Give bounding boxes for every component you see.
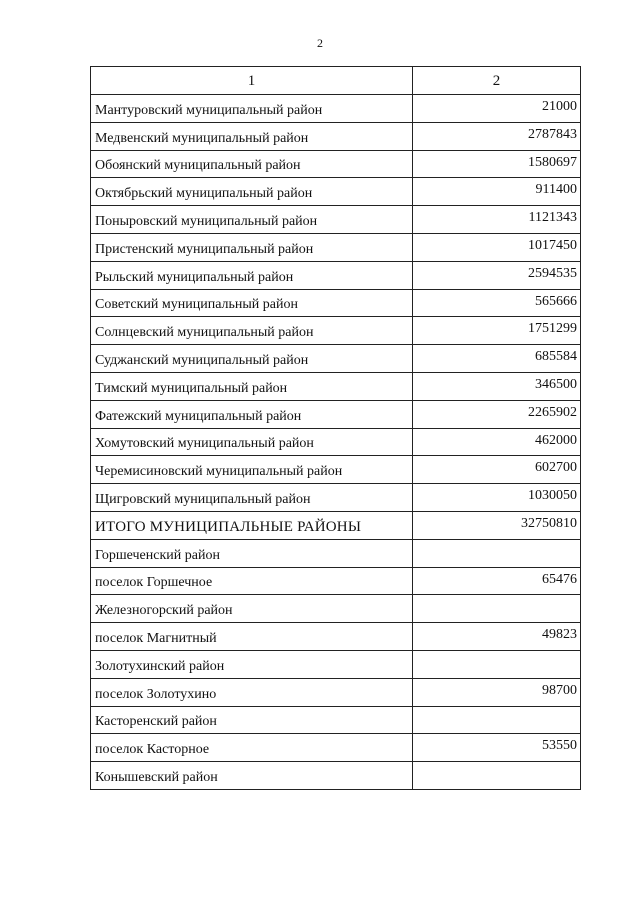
amount-cell: 53550 xyxy=(413,734,581,762)
amount-cell: 2265902 xyxy=(413,400,581,428)
table-row xyxy=(91,484,581,512)
table-row xyxy=(91,233,581,261)
district-name-cell: Обоянский муниципальный район xyxy=(91,150,413,178)
amount-cell: 1121343 xyxy=(413,206,581,234)
district-name-cell: Фатежский муниципальный район xyxy=(91,400,413,428)
district-name-cell: Железногорский район xyxy=(91,595,413,623)
table-row xyxy=(91,206,581,234)
amount-cell: 2787843 xyxy=(413,122,581,150)
district-name-cell: Черемисиновский муниципальный район xyxy=(91,456,413,484)
table-row xyxy=(91,428,581,456)
table-body xyxy=(91,95,581,790)
table-row xyxy=(91,456,581,484)
amount-cell: 1017450 xyxy=(413,233,581,261)
table-row xyxy=(91,539,581,567)
table-row xyxy=(91,150,581,178)
table-row xyxy=(91,372,581,400)
district-name-cell: Советский муниципальный район xyxy=(91,289,413,317)
amount-cell: 1751299 xyxy=(413,317,581,345)
table-row xyxy=(91,122,581,150)
amount-cell: 1030050 xyxy=(413,484,581,512)
district-name-cell: Щигровский муниципальный район xyxy=(91,484,413,512)
district-name-cell: Солнцевский муниципальный район xyxy=(91,317,413,345)
table-row xyxy=(91,261,581,289)
district-name-cell: Мантуровский муниципальный район xyxy=(91,95,413,123)
district-name-cell: поселок Магнитный xyxy=(91,623,413,651)
table-header-row xyxy=(91,67,581,95)
table-row xyxy=(91,734,581,762)
district-name-cell: Рыльский муниципальный район xyxy=(91,261,413,289)
table-row xyxy=(91,595,581,623)
district-name-cell: Золотухинский район xyxy=(91,650,413,678)
table-row xyxy=(91,623,581,651)
amount-cell: 911400 xyxy=(413,178,581,206)
column-header-1: 1 xyxy=(91,67,413,95)
district-name-cell: Горшеченский район xyxy=(91,539,413,567)
amount-cell: 21000 xyxy=(413,95,581,123)
amount-cell xyxy=(413,762,581,790)
district-name-cell: поселок Золотухино xyxy=(91,678,413,706)
amount-cell: 565666 xyxy=(413,289,581,317)
amount-cell: 49823 xyxy=(413,623,581,651)
table-row xyxy=(91,345,581,373)
district-name-cell: Медвенский муниципальный район xyxy=(91,122,413,150)
amount-cell: 2594535 xyxy=(413,261,581,289)
district-name-cell: Октябрьский муниципальный район xyxy=(91,178,413,206)
amount-cell: 602700 xyxy=(413,456,581,484)
table-row xyxy=(91,567,581,595)
amount-cell xyxy=(413,650,581,678)
amount-cell: 685584 xyxy=(413,345,581,373)
table-row xyxy=(91,400,581,428)
table-row xyxy=(91,511,581,539)
district-name-cell: Суджанский муниципальный район xyxy=(91,345,413,373)
page-number: 2 xyxy=(317,36,323,50)
district-name-cell: Пристенский муниципальный район xyxy=(91,233,413,261)
district-name-cell: Конышевский район xyxy=(91,762,413,790)
district-name-cell: поселок Касторное xyxy=(91,734,413,762)
table-row xyxy=(91,289,581,317)
amount-cell xyxy=(413,595,581,623)
district-name-cell: Поныровский муниципальный район xyxy=(91,206,413,234)
column-header-2: 2 xyxy=(413,67,581,95)
district-name-cell: поселок Горшечное xyxy=(91,567,413,595)
amount-cell: 1580697 xyxy=(413,150,581,178)
table-row xyxy=(91,650,581,678)
amount-cell xyxy=(413,539,581,567)
amount-cell: 346500 xyxy=(413,372,581,400)
district-name-cell: Тимский муниципальный район xyxy=(91,372,413,400)
table-row xyxy=(91,95,581,123)
table-row xyxy=(91,317,581,345)
table-row xyxy=(91,178,581,206)
table-row xyxy=(91,762,581,790)
amount-cell: 32750810 xyxy=(413,511,581,539)
district-name-cell: ИТОГО МУНИЦИПАЛЬНЫЕ РАЙОНЫ xyxy=(91,511,413,539)
district-name-cell: Касторенский район xyxy=(91,706,413,734)
table-row xyxy=(91,706,581,734)
amount-cell xyxy=(413,706,581,734)
amount-cell: 462000 xyxy=(413,428,581,456)
district-name-cell: Хомутовский муниципальный район xyxy=(91,428,413,456)
budget-table xyxy=(90,66,581,790)
amount-cell: 98700 xyxy=(413,678,581,706)
amount-cell: 65476 xyxy=(413,567,581,595)
table-row xyxy=(91,678,581,706)
